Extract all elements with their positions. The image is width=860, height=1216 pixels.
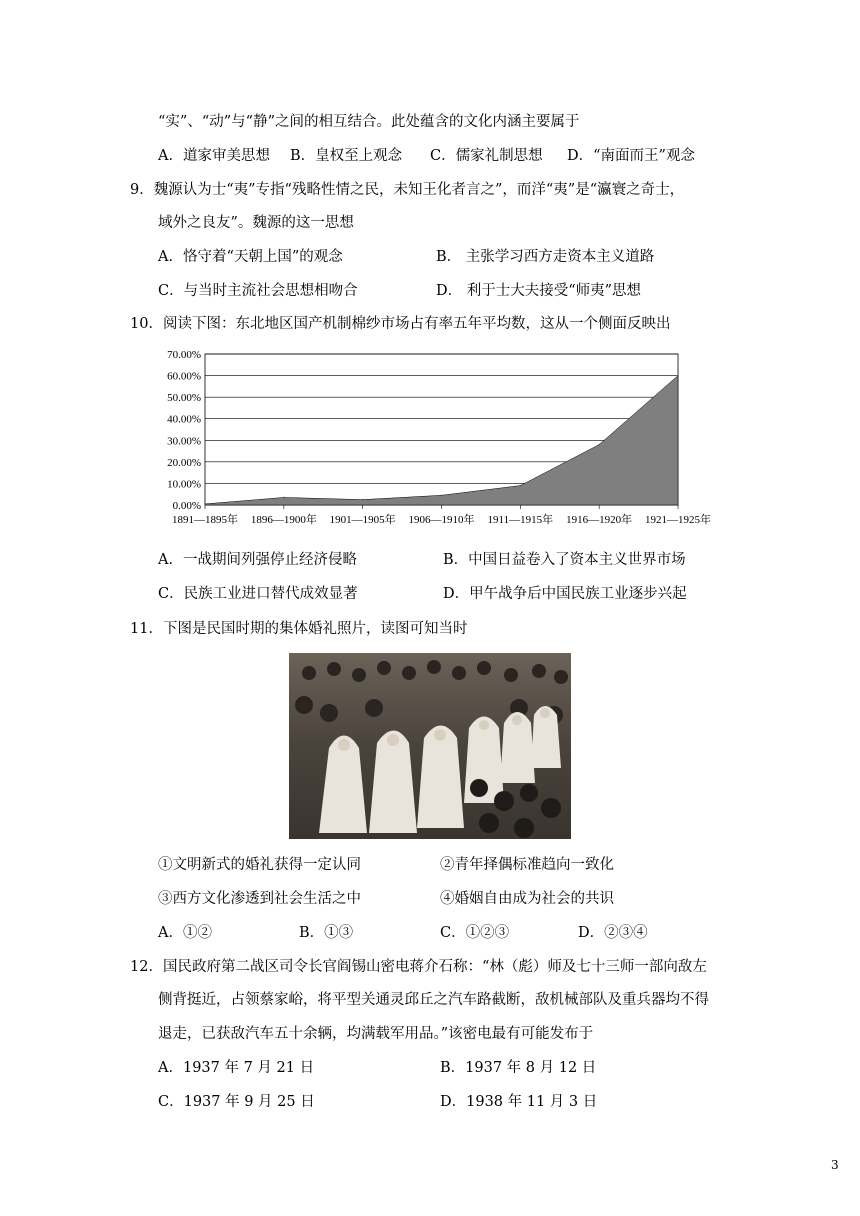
y-tick-label: 0.00%: [172, 500, 201, 512]
q12-stem-cont-1: 侧背挺近，占领蔡家峪，将平型关通灵邱丘之汽车路截断，敌机械部队及重兵器均不得: [158, 992, 709, 1008]
q11-stem: 11．下图是民国时期的集体婚礼照片，读图可知当时: [130, 621, 468, 637]
q12-option-c: C．1937 年 9 月 25 日: [158, 1094, 315, 1110]
data-point: [204, 503, 206, 505]
q10-option-c: C．民族工业进口替代成效显著: [158, 586, 358, 602]
x-tick-label: 1891—1895年: [172, 514, 238, 526]
q8-stem-cont: “实”、“动”与“静”之间的相互结合。此处蕴含的文化内涵主要属于: [158, 114, 580, 130]
q10-option-d: D．甲午战争后中国民族工业逐步兴起: [443, 586, 687, 602]
data-point: [441, 494, 443, 496]
q10-option-b: B．中国日益卷入了资本主义世界市场: [443, 552, 686, 568]
y-tick-label: 60.00%: [167, 370, 201, 383]
q9-option-b: B． 主张学习西方走资本主义道路: [436, 249, 655, 265]
q11-item-4: ④婚姻自由成为社会的共识: [440, 891, 614, 907]
q11-item-2: ②青年择偶标准趋向一致化: [440, 857, 614, 873]
y-tick-label: 70.00%: [167, 349, 201, 361]
q8-option-a: A．道家审美思想: [158, 148, 270, 164]
x-tick-label: 1921—1925年: [645, 514, 711, 526]
q12-stem-cont-2: 退走，已获敌汽车五十余辆，均满载军用品。”该密电最有可能发布于: [158, 1026, 594, 1042]
chart-y-tick-labels: [167, 349, 201, 512]
y-tick-label: 10.00%: [167, 478, 201, 491]
y-tick-label: 40.00%: [167, 413, 201, 426]
x-tick-label: 1911—1915年: [487, 514, 554, 526]
x-tick-label: 1916—1920年: [566, 514, 633, 526]
y-tick-label: 50.00%: [167, 392, 201, 405]
q9-option-c: C．与当时主流社会思想相吻合: [158, 283, 358, 299]
q9-stem-cont: 域外之良友”。魏源的这一思想: [158, 215, 354, 231]
x-tick-label: 1906—1910年: [408, 514, 475, 526]
q10-option-a: A．一战期间列强停止经济侵略: [158, 552, 357, 568]
q12-option-a: A．1937 年 7 月 21 日: [158, 1060, 315, 1076]
y-tick-label: 20.00%: [167, 456, 201, 469]
data-point: [598, 444, 600, 446]
q12-option-b: B．1937 年 8 月 12 日: [440, 1060, 597, 1076]
q9-stem: 9．魏源认为士“夷”专指“残略性情之民，未知王化者言之”，而洋“夷”是“瀛寰之奇士，: [130, 182, 685, 198]
q12-option-d: D．1938 年 11 月 3 日: [440, 1094, 598, 1110]
q11-option-b: B．①③: [299, 925, 354, 941]
chart-area-series: [204, 375, 679, 505]
q9-option-d: D． 利于士大夫接受“师夷”思想: [436, 283, 642, 299]
chart-x-tick-labels: [172, 505, 711, 526]
q11-option-a: A．①②: [158, 925, 212, 941]
q11-item-3: ③西方文化渗透到社会生活之中: [158, 891, 361, 907]
q11-item-1: ①文明新式的婚礼获得一定认同: [158, 857, 361, 873]
q11-option-d: D．②③④: [578, 925, 648, 941]
q11-option-c: C．①②③: [440, 925, 510, 941]
data-point: [283, 497, 285, 499]
data-point: [677, 375, 679, 377]
q8-option-c: C．儒家礼制思想: [430, 148, 543, 164]
q8-option-d: D．“南面而王”观念: [567, 148, 695, 164]
y-tick-label: 30.00%: [167, 435, 201, 448]
x-tick-label: 1901—1905年: [329, 514, 396, 526]
group-wedding-photo: [289, 653, 571, 839]
data-point: [520, 485, 522, 487]
x-tick-label: 1896—1900年: [250, 514, 317, 526]
market-share-area-chart: [155, 342, 730, 538]
q8-option-b: B．皇权至上观念: [290, 148, 403, 164]
q12-stem: 12．国民政府第二战区司令长官阎锡山密电蒋介石称：“林（彪）师及七十三师一部向敌左: [130, 959, 707, 975]
page-number: 3: [831, 1158, 839, 1172]
q10-stem: 10．阅读下图：东北地区国产机制棉纱市场占有率五年平均数，这从一个侧面反映出: [130, 316, 671, 332]
data-point: [362, 499, 364, 501]
q9-option-a: A．恪守着“天朝上国”的观念: [158, 249, 343, 265]
